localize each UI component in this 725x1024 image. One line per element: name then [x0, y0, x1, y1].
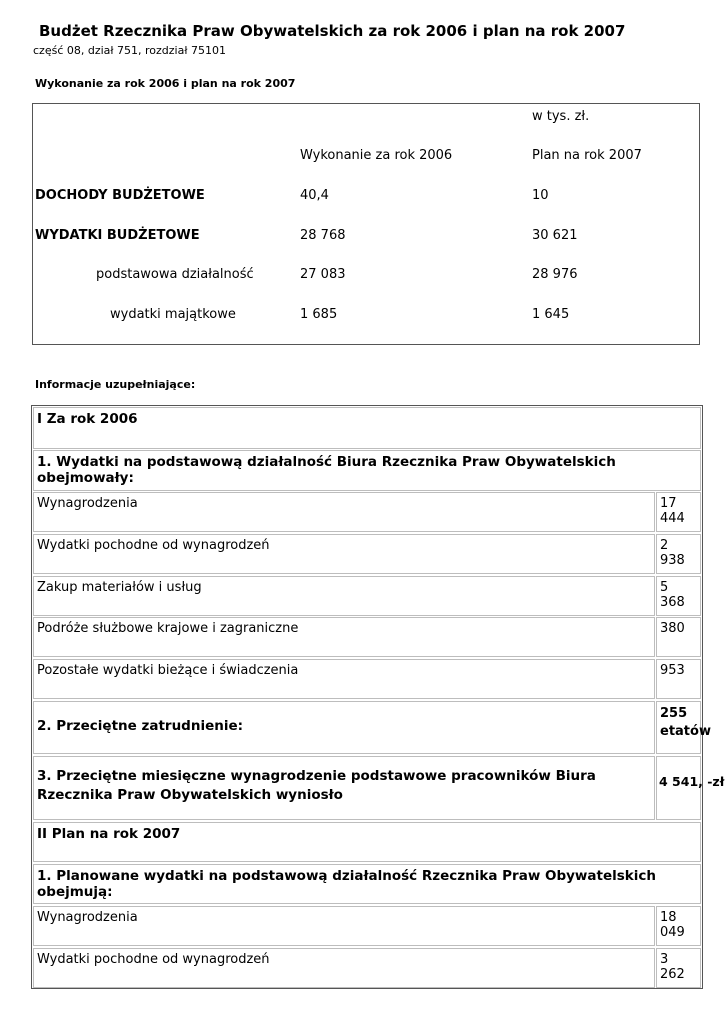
- table-row: [32, 449, 702, 492]
- table-row: [32, 947, 702, 989]
- item-value: 17 444: [656, 492, 701, 532]
- column-header-2007: Plan na rok 2007: [532, 148, 642, 163]
- wydatki-2007: 30 621: [532, 228, 578, 243]
- table-row: [32, 575, 702, 617]
- info-section-title: Informacje uzupełniające:: [35, 378, 196, 391]
- info-table: [31, 405, 725, 989]
- table-row: [32, 755, 725, 821]
- part2-title: II Plan na rok 2007: [33, 822, 701, 862]
- budget-table: [32, 103, 700, 345]
- part1-question-3: 3. Przeciętne miesięczne wynagrodzenie podstawowe pracowników Biura Rzecznika Praw Obywatelskich wyniosło: [33, 756, 655, 820]
- item-value: 380: [656, 617, 701, 657]
- part1-question-1: 1. Wydatki na podstawową działalność Biura Rzecznika Praw Obywatelskich obejmowały:: [33, 450, 701, 491]
- table-row: [32, 491, 702, 533]
- item-label: Pozostałe wydatki bieżące i świadczenia: [33, 659, 655, 699]
- item-value: 953: [656, 659, 701, 699]
- table-row: [32, 533, 702, 575]
- item-value: 18 049: [656, 906, 701, 946]
- table-row: [32, 700, 711, 755]
- item-label: Wynagrodzenia: [33, 906, 655, 946]
- item-value: 3 262: [656, 948, 701, 988]
- row-label-dochody: DOCHODY BUDŻETOWE: [35, 188, 205, 203]
- item-label: Zakup materiałów i usług: [33, 576, 655, 616]
- budget-section-title: Wykonanie za rok 2006 i plan na rok 2007: [35, 77, 296, 90]
- item-label: Wydatki pochodne od wynagrodzeń: [33, 948, 655, 988]
- majatkowe-2007: 1 645: [532, 307, 570, 322]
- dochody-2007: 10: [532, 188, 549, 203]
- page-subtitle: część 08, dział 751, rozdział 75101: [33, 44, 226, 57]
- podstawowa-2006: 27 083: [300, 267, 346, 282]
- item-value: 5 368: [656, 576, 701, 616]
- dochody-2006: 40,4: [300, 188, 329, 203]
- row-label-wydatki: WYDATKI BUDŻETOWE: [35, 228, 200, 243]
- majatkowe-2006: 1 685: [300, 307, 338, 322]
- table-row: [32, 905, 702, 947]
- item-value: 2 938: [656, 534, 701, 574]
- wydatki-2006: 28 768: [300, 228, 346, 243]
- table-row: [32, 658, 702, 700]
- salary-value: 4 541, -zł: [656, 756, 701, 820]
- page-title: Budżet Rzecznika Praw Obywatelskich za rok 2006 i plan na rok 2007: [39, 22, 626, 40]
- row-label-podstawowa: podstawowa działalność: [96, 267, 254, 282]
- unit-label: w tys. zł.: [532, 109, 590, 124]
- table-row: [32, 616, 702, 658]
- table-row: [32, 821, 702, 863]
- part1-question-2: 2. Przeciętne zatrudnienie:: [33, 701, 655, 754]
- item-label: Podróże służbowe krajowe i zagraniczne: [33, 617, 655, 657]
- part1-title: I Za rok 2006: [33, 407, 701, 449]
- item-label: Wydatki pochodne od wynagrodzeń: [33, 534, 655, 574]
- table-row: [32, 863, 702, 905]
- part2-question-1: 1. Planowane wydatki na podstawową działalność Rzecznika Praw Obywatelskich obejmują:: [33, 864, 701, 904]
- column-header-2006: Wykonanie za rok 2006: [300, 148, 453, 163]
- employment-value: 255 etatów: [656, 701, 701, 754]
- item-label: Wynagrodzenia: [33, 492, 655, 532]
- table-row: [32, 406, 702, 450]
- podstawowa-2007: 28 976: [532, 267, 578, 282]
- row-label-majatkowe: wydatki majątkowe: [110, 307, 236, 322]
